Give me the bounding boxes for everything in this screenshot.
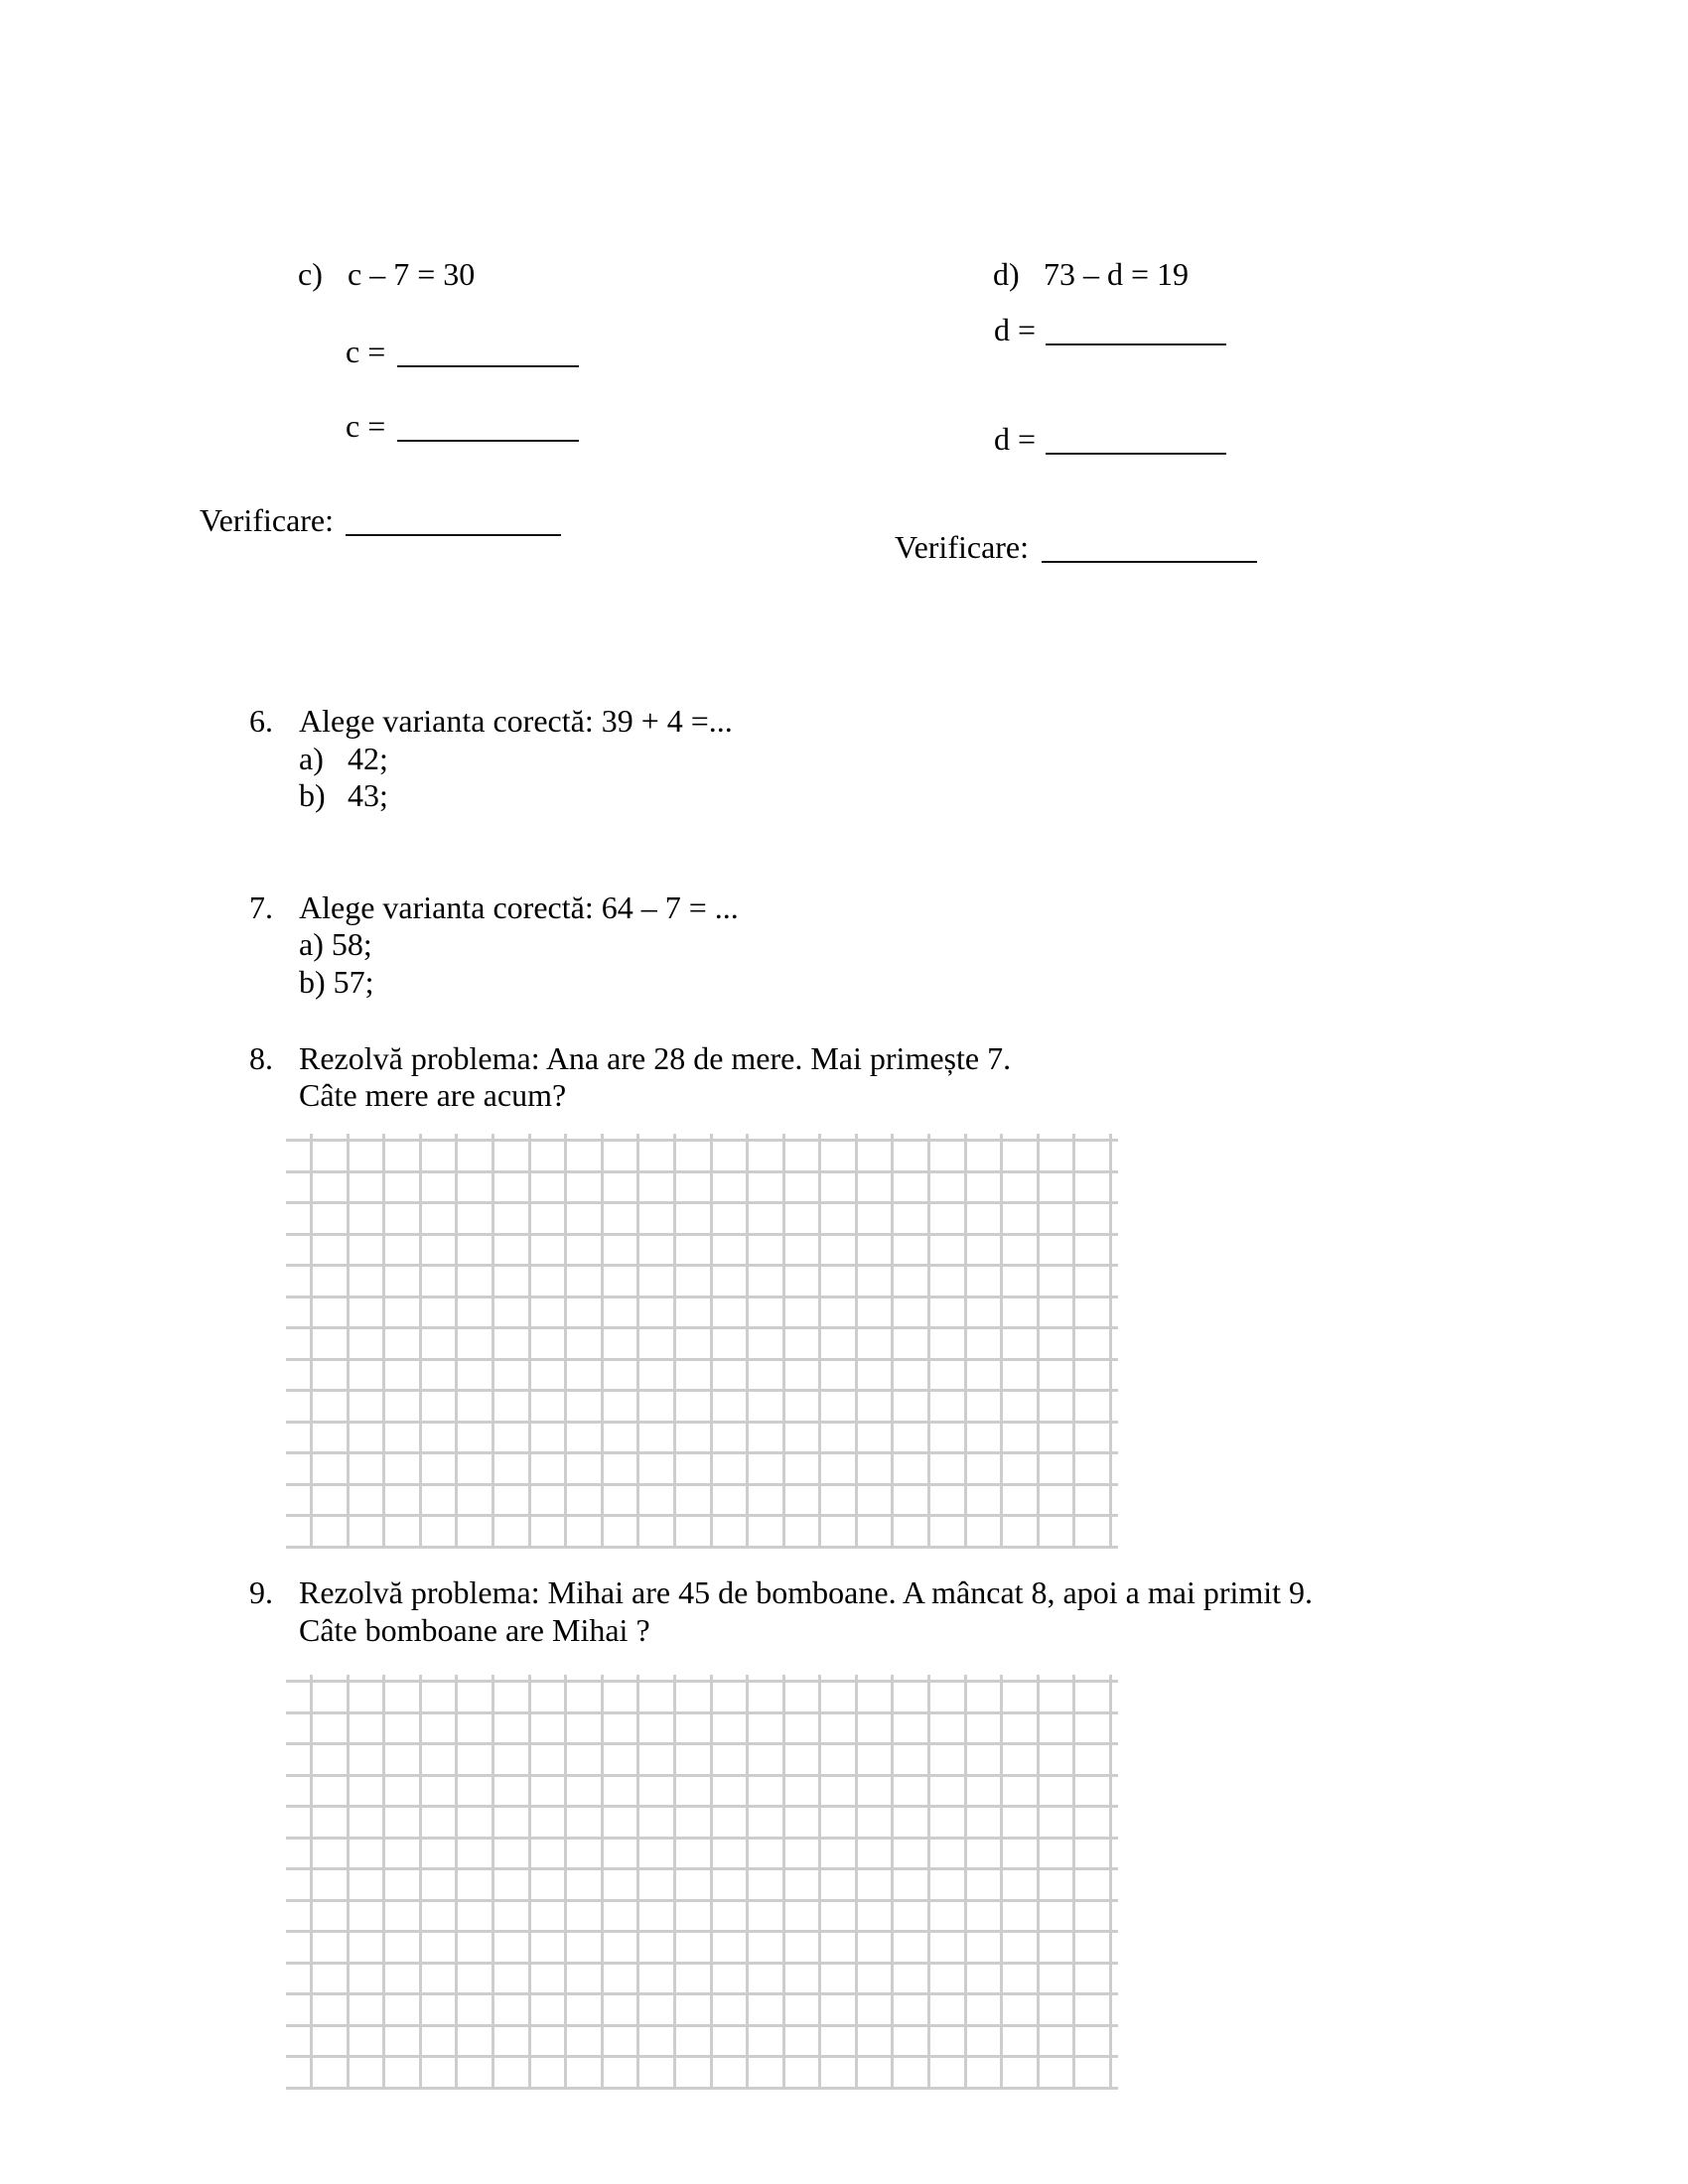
grid-vertical-line xyxy=(1000,1675,1003,2090)
grid-horizontal-line xyxy=(286,1389,1118,1392)
grid-vertical-line xyxy=(927,1675,930,2090)
grid-vertical-line xyxy=(601,1675,604,2090)
question-9-text-line2: Câte bomboane are Mihai ? xyxy=(299,1612,650,1648)
grid-horizontal-line xyxy=(286,1837,1118,1840)
exercise-c-step2-label: c = xyxy=(346,408,386,444)
grid-horizontal-line xyxy=(286,1264,1118,1267)
grid-vertical-line xyxy=(746,1675,749,2090)
grid-vertical-line xyxy=(818,1134,821,1549)
grid-vertical-line xyxy=(891,1675,894,2090)
exercise-d-step2-answer-line[interactable] xyxy=(1046,453,1226,455)
grid-horizontal-line xyxy=(286,1930,1118,1933)
grid-vertical-line xyxy=(492,1675,494,2090)
grid-horizontal-line xyxy=(286,1358,1118,1361)
grid-vertical-line xyxy=(455,1134,458,1549)
exercise-d-step2-label: d = xyxy=(994,421,1037,457)
exercise-d-step1-label: d = xyxy=(994,312,1037,347)
grid-horizontal-line xyxy=(286,1201,1118,1204)
exercise-c-verify-label: Verificare: xyxy=(200,502,335,538)
question-8-text-line2: Câte mere are acum? xyxy=(299,1077,567,1113)
grid-vertical-line xyxy=(636,1134,639,1549)
grid-vertical-line xyxy=(347,1134,350,1549)
grid-horizontal-line xyxy=(286,1992,1118,1995)
exercise-c-step1-label: c = xyxy=(346,334,386,369)
grid-vertical-line xyxy=(492,1134,494,1549)
grid-vertical-line xyxy=(419,1675,422,2090)
grid-horizontal-line xyxy=(286,1296,1118,1298)
grid-vertical-line xyxy=(347,1675,350,2090)
grid-horizontal-line xyxy=(286,2024,1118,2027)
grid-vertical-line xyxy=(564,1675,567,2090)
grid-horizontal-line xyxy=(286,1899,1118,1902)
grid-horizontal-line xyxy=(286,1805,1118,1808)
grid-horizontal-line xyxy=(286,2087,1118,2090)
grid-vertical-line xyxy=(455,1675,458,2090)
grid-vertical-line xyxy=(891,1134,894,1549)
grid-horizontal-line xyxy=(286,1233,1118,1236)
grid-vertical-line xyxy=(855,1675,858,2090)
question-6-option-b-value[interactable]: 43; xyxy=(348,777,388,813)
exercise-c-equation: c – 7 = 30 xyxy=(348,256,476,292)
grid-vertical-line xyxy=(601,1134,604,1549)
grid-vertical-line xyxy=(382,1134,385,1549)
question-8-number: 8. xyxy=(249,1040,273,1076)
question-8-text: Rezolvă problema: Ana are 28 de mere. Mai primește 7. xyxy=(299,1040,1012,1076)
grid-horizontal-line xyxy=(286,1421,1118,1424)
question-9-number: 9. xyxy=(249,1574,273,1610)
grid-horizontal-line xyxy=(286,1139,1118,1142)
grid-horizontal-line xyxy=(286,1680,1118,1683)
grid-horizontal-line xyxy=(286,1483,1118,1486)
grid-vertical-line xyxy=(673,1134,676,1549)
grid-horizontal-line xyxy=(286,1170,1118,1173)
grid-horizontal-line xyxy=(286,1711,1118,1714)
question-7-option-b[interactable]: b) 57; xyxy=(299,964,374,1000)
grid-horizontal-line xyxy=(286,1742,1118,1745)
grid-vertical-line xyxy=(927,1134,930,1549)
question-7-option-a[interactable]: a) 58; xyxy=(299,926,372,962)
grid-horizontal-line xyxy=(286,1867,1118,1870)
grid-vertical-line xyxy=(1109,1675,1112,2090)
grid-vertical-line xyxy=(964,1675,967,2090)
grid-vertical-line xyxy=(818,1675,821,2090)
question-9-text: Rezolvă problema: Mihai are 45 de bomboane. A mâncat 8, apoi a mai primit 9. xyxy=(299,1574,1314,1610)
grid-vertical-line xyxy=(564,1134,567,1549)
grid-vertical-line xyxy=(964,1134,967,1549)
question-7-number: 7. xyxy=(249,889,273,925)
grid-vertical-line xyxy=(1037,1134,1040,1549)
grid-vertical-line xyxy=(782,1675,785,2090)
grid-vertical-line xyxy=(419,1134,422,1549)
grid-vertical-line xyxy=(855,1134,858,1549)
grid-horizontal-line xyxy=(286,1326,1118,1329)
grid-horizontal-line xyxy=(286,1451,1118,1454)
grid-vertical-line xyxy=(1072,1675,1075,2090)
question-7-text: Alege varianta corectă: 64 – 7 = ... xyxy=(299,889,739,925)
grid-vertical-line xyxy=(1000,1134,1003,1549)
grid-vertical-line xyxy=(710,1134,713,1549)
grid-vertical-line xyxy=(310,1675,313,2090)
exercise-c-label: c) xyxy=(298,256,323,292)
exercise-c-verify-answer-line[interactable] xyxy=(346,534,561,536)
exercise-d-verify-label: Verificare: xyxy=(895,529,1030,565)
grid-vertical-line xyxy=(710,1675,713,2090)
grid-horizontal-line xyxy=(286,1962,1118,1965)
grid-vertical-line xyxy=(528,1675,531,2090)
grid-vertical-line xyxy=(673,1675,676,2090)
grid-vertical-line xyxy=(1072,1134,1075,1549)
grid-vertical-line xyxy=(636,1675,639,2090)
grid-vertical-line xyxy=(382,1675,385,2090)
grid-vertical-line xyxy=(1037,1675,1040,2090)
exercise-d-equation: 73 – d = 19 xyxy=(1044,256,1190,292)
exercise-c-step1-answer-line[interactable] xyxy=(397,365,579,367)
question-6-option-a-label[interactable]: a) xyxy=(299,741,324,776)
grid-vertical-line xyxy=(528,1134,531,1549)
exercise-d-step1-answer-line[interactable] xyxy=(1046,343,1226,345)
question-6-text: Alege varianta corectă: 39 + 4 =... xyxy=(299,703,733,739)
grid-vertical-line xyxy=(1109,1134,1112,1549)
grid-horizontal-line xyxy=(286,2055,1118,2058)
question-6-number: 6. xyxy=(249,703,273,739)
grid-vertical-line xyxy=(310,1134,313,1549)
exercise-d-label: d) xyxy=(993,256,1020,292)
exercise-c-step2-answer-line[interactable] xyxy=(397,440,579,442)
question-6-option-b-label[interactable]: b) xyxy=(299,777,326,813)
grid-vertical-line xyxy=(746,1134,749,1549)
grid-vertical-line xyxy=(782,1134,785,1549)
grid-horizontal-line xyxy=(286,1546,1118,1549)
exercise-d-verify-answer-line[interactable] xyxy=(1042,561,1257,563)
grid-horizontal-line xyxy=(286,1774,1118,1777)
question-6-option-a-value[interactable]: 42; xyxy=(348,741,388,776)
grid-horizontal-line xyxy=(286,1514,1118,1517)
